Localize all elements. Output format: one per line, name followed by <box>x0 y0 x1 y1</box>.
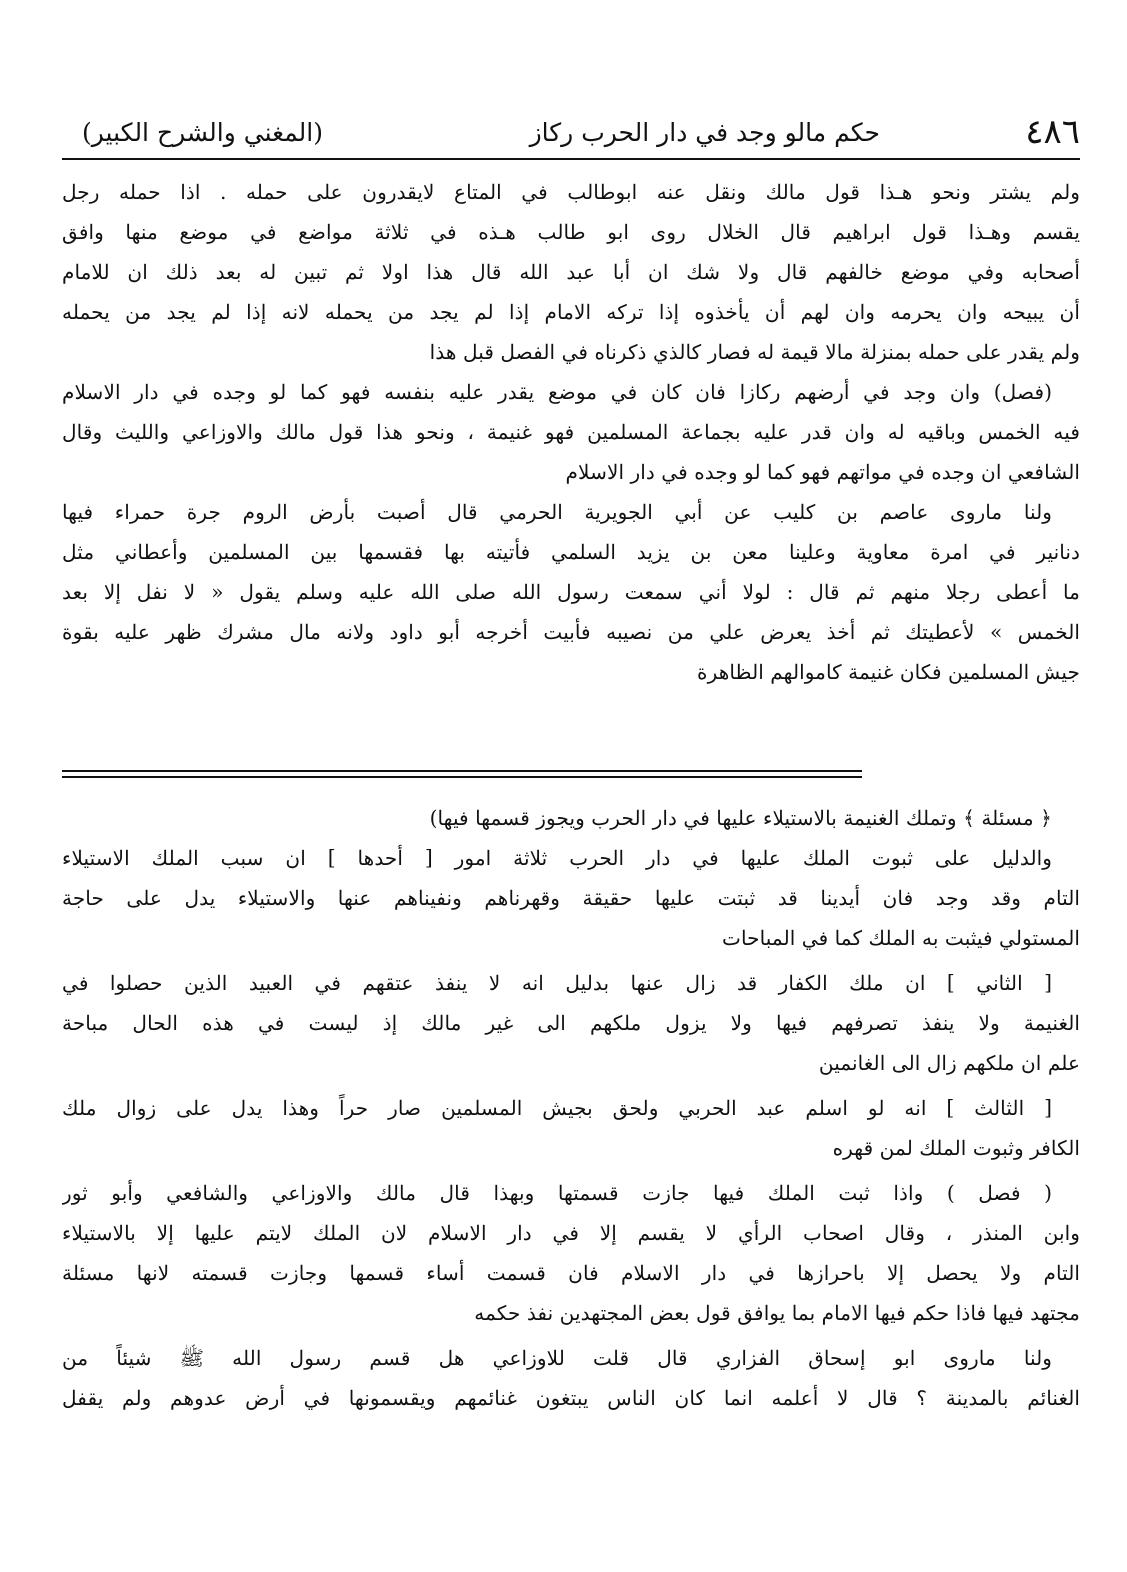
running-title: حكم مالو وجد في دار الحرب ركاز <box>529 118 880 147</box>
text-line: التام وقد وجد فان أيدينا قد ثبتت عليها حقيقة وقهرناهم ونفيناهم عنها والاستيلاء يدل على حاجة <box>62 886 1080 910</box>
text-line: فيه الخمس وباقيه له وان قدر عليه بجماعة المسلمين فهو غنيمة ، ونحو هذا قول مالك والاوزاعي والليث وقال <box>62 420 1080 444</box>
text-line: ما أعطى رجلا منهم ثم قال : لولا أني سمعت رسول الله صلى الله عليه وسلم يقول « لا نفل إلا بعد <box>62 580 1080 604</box>
text-line: التام ولا يحصل إلا باحرازها في دار الاسلام فان قسمت أساء قسمها وجازت قسمته لانها مسئلة <box>62 1261 1080 1285</box>
text-line: جيش المسلمين فكان غنيمة كاموالهم الظاهرة <box>697 660 1080 684</box>
text-line: [ الثالث ] انه لو اسلم عبد الحربي ولحق بجيش المسلمين صار حراً وهذا يدل على زوال ملك <box>62 1096 1052 1120</box>
text-line: ولنا ماروى عاصم بن كليب عن أبي الجويرية الحرمي قال أصبت بأرض الروم جرة حمراء فيها <box>62 500 1052 524</box>
text-line: دنانير في امرة معاوية وعلينا معن بن يزيد السلمي فأتيته بها فقسمها بين المسلمين وأعطاني مثل <box>62 540 1080 564</box>
text-line: الكافر وثبوت الملك لمن قهره <box>832 1136 1080 1160</box>
text-line: الغنائم بالمدينة ؟ قال لا أعلمه انما كان الناس يبتغون غنائمهم ويقسمونها في أرض عدوهم ولم يقفل <box>62 1386 1080 1410</box>
header-rule <box>62 158 1080 160</box>
text-line: (فصل) وان وجد في أرضهم ركازا فان كان في موضع يقدر عليه بنفسه فهو كما لو وجده في دار الاسلام <box>62 380 1052 404</box>
text-line: أصحابه وفي موضع خالفهم قال ولا شك ان أبا عبد الله قال هذا اولا ثم تبين له بعد ذلك ان للامام <box>62 260 1080 284</box>
text-line: الشافعي ان وجده في مواتهم فهو كما لو وجده في دار الاسلام <box>565 460 1080 484</box>
section-separator <box>62 770 862 772</box>
text-line: [ الثاني ] ان ملك الكفار قد زال عنها بدليل انه لا ينفذ عتقهم في العبيد الذين حصلوا في <box>62 971 1052 995</box>
text-line: ﴿ مسئلة ﴾ وتملك الغنيمة بالاستيلاء عليها في دار الحرب ويجوز قسمها فيها) <box>429 806 1052 830</box>
text-line: ( فصل ) واذا ثبت الملك فيها جازت قسمتها وبهذا قال مالك والاوزاعي والشافعي وأبو ثور <box>62 1181 1052 1205</box>
text-line: يقسم وهـذا قول ابراهيم قال الخلال روى ابو طالب هـذه في ثلاثة مواضع في موضع منها وافق <box>62 220 1080 244</box>
text-line: ولم يشتر ونحو هـذا قول مالك ونقل عنه ابوطالب في المتاع لايقدرون على حمله . اذا حمله رجل <box>62 180 1080 204</box>
text-line: ولنا ماروى ابو إسحاق الفزاري قال قلت للاوزاعي هل قسم رسول الله ﷺ شيئاً من <box>62 1346 1052 1370</box>
text-line: والدليل على ثبوت الملك عليها في دار الحرب ثلاثة امور [ أحدها ] ان سبب الملك الاستيلاء <box>62 846 1052 870</box>
text-line: ولم يقدر على حمله بمنزلة مالا قيمة له فصار كالذي ذكرناه في الفصل قبل هذا <box>429 340 1080 364</box>
text-line: علم ان ملكهم زال الى الغانمين <box>818 1051 1080 1075</box>
text-line: مجتهد فيها فاذا حكم فيها الامام بما يوافق قول بعض المجتهدين نفذ حكمه <box>474 1301 1080 1325</box>
text-line: الخمس » لأعطيتك ثم أخذ يعرض علي من نصيبه فأبيت أخرجه أبو داود ولانه مال مشرك ظهر عليه بقوة <box>62 620 1080 644</box>
page-header <box>68 112 1080 162</box>
section-separator <box>62 776 862 778</box>
book-title: (المغني والشرح الكبير) <box>82 118 323 147</box>
text-line: أن يبيحه وان يحرمه وان لهم أن يأخذوه إذا تركه الامام إذا لم يجد من يحمله لانه إذا لم يجد من يحمله <box>62 300 1080 324</box>
page-number: ٤٨٦ <box>1025 112 1080 152</box>
text-line: وابن المنذر ، وقال اصحاب الرأي لا يقسم إلا في دار الاسلام لان الملك لايتم عليها إلا بالاستيلاء <box>62 1221 1080 1245</box>
text-line: الغنيمة ولا ينفذ تصرفهم فيها ولا يزول ملكهم الى غير مالك إذ ليست في هذه الحال مباحة <box>62 1011 1080 1035</box>
text-line: المستولي فيثبت به الملك كما في المباحات <box>722 926 1080 950</box>
